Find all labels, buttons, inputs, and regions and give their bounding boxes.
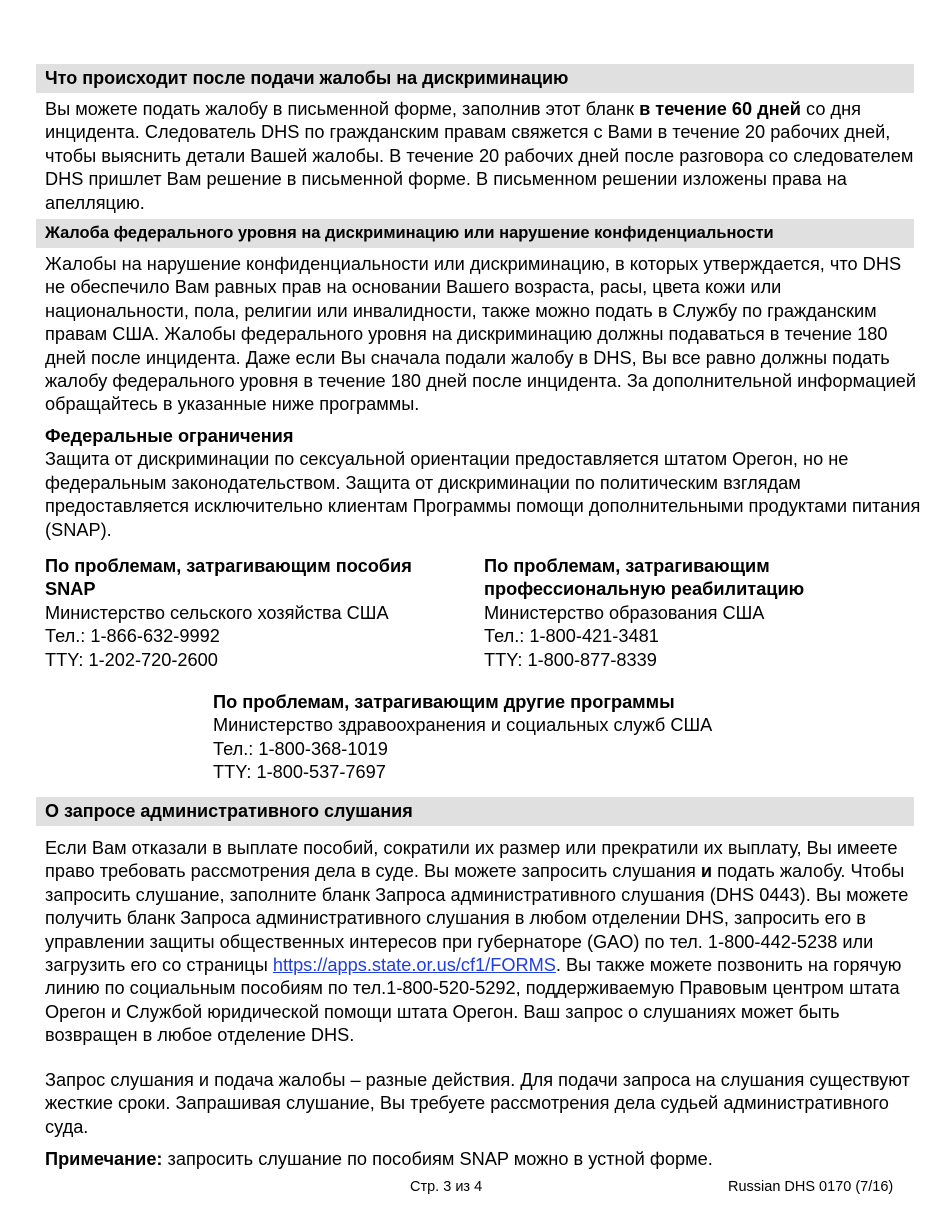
- contact-other-phone: Тел.: 1-800-368-1019: [213, 738, 388, 759]
- hearing-paragraph-1: Если Вам отказали в выплате пособий, сократили их размер или прекратили их выплату, Вы имеете право требовать рассмотрения дела в суде. Вы можете запросить слушания и подать жалобу. Чтобы запросить слушание, заполните бланк Запроса административного слушания (DHS 0443). Вы можете получить бланк Запроса административного слушания в любом отделении DHS, запросить его в управлении защиты общественных интересов при губернаторе (GAO) по тел. 1-800-442-5238 или загрузить его со страницы https://apps.state.or.us/cf1/FORMS. Вы также можете позвонить на горячую линию по социальным пособиям по тел.1-800-520-5292, поддерживаемую Правовым центром штата Орегон и Службой юридической помощи штата Орегон. Ваш запрос о слушаниях может быть возвращен в любое отделение DHS.: [45, 838, 909, 1046]
- contact-rehab-phone: Тел.: 1-800-421-3481: [484, 626, 659, 647]
- federal-limits-title: Федеральные ограничения: [45, 426, 294, 446]
- federal-limits-text: Защита от дискриминации по сексуальной ориентации предоставляется штатом Орегон, но не федеральным законодательством. Защита от дискриминации по политическим взглядам предоставляется исключительно клиентам Программы помощи дополнительными продуктами питания (SNAP).: [45, 449, 921, 540]
- contact-snap-phone: Тел.: 1-866-632-9992: [45, 626, 220, 647]
- note-label: Примечание:: [45, 1149, 163, 1169]
- page-number: Стр. 3 из 4: [410, 1179, 483, 1195]
- contact-other-tty: TTY: 1-800-537-7697: [213, 762, 386, 783]
- contact-other: [213, 691, 712, 785]
- after-complaint-text: Вы можете подать жалобу в письменной форме, заполнив этот бланк в течение 60 дней со дня инцидента. Следователь DHS по гражданским правам свяжется с Вами в течение 20 рабочих дней, чтобы выяснить детали Вашей жалобы. В течение 20 рабочих дней после разговора со следователем DHS пришлет Вам решение в письменной форме. В письменном решении изложены права на апелляцию.: [45, 99, 914, 213]
- form-id: Russian DHS 0170 (7/16): [728, 1179, 894, 1195]
- contact-rehab-tty: TTY: 1-800-877-8339: [484, 649, 657, 670]
- hearing-note: [45, 1148, 925, 1171]
- contact-rehab: [484, 555, 804, 672]
- section-header-after-complaint: Что происходит после подачи жалобы на дискриминацию: [36, 64, 914, 93]
- section-header-federal-complaint: Жалоба федерального уровня на дискриминацию или нарушение конфиденциальности: [36, 219, 914, 248]
- contact-other-title: По проблемам, затрагивающим другие программы: [213, 692, 675, 712]
- contact-other-org: Министерство здравоохранения и социальных служб США: [213, 715, 713, 736]
- contact-snap: [45, 555, 412, 672]
- forms-link[interactable]: https://apps.state.or.us/cf1/FORMS: [272, 955, 556, 976]
- hearing-paragraph-2: Запрос слушания и подача жалобы – разные действия. Для подачи запроса на слушания существуют жесткие сроки. Запрашивая слушание, Вы требуете рассмотрения дела судьей административного суда.: [45, 1070, 910, 1137]
- section-header-hearing: О запросе административного слушания: [36, 797, 914, 826]
- note-text: запросить слушание по пособиям SNAP можно в устной форме.: [162, 1149, 713, 1169]
- contact-snap-title-1: По проблемам, затрагивающим пособия: [45, 556, 412, 576]
- contact-rehab-title-2: профессиональную реабилитацию: [484, 579, 805, 600]
- federal-complaint-text: Жалобы на нарушение конфиденциальности или дискриминацию, в которых утверждается, что DHS не обеспечило Вам равных прав на основании Вашего возраста, расы, цвета кожи или национальности, пола, религии или инвалидности, также можно подать в Службу по гражданским правам США. Жалобы федерального уровня на дискриминацию должны подаваться в течение 180 дней после инцидента. Даже если Вы сначала подали жалобу в DHS, Вы все равно должны подать жалобу федерального уровня в течение 180 дней после инцидента. За дополнительной информацией обращайтесь в указанные ниже программы.: [45, 254, 917, 415]
- contact-rehab-title-1: По проблемам, затрагивающим: [484, 556, 770, 576]
- contact-snap-tty: TTY: 1-202-720-2600: [45, 649, 218, 670]
- contact-snap-title-2: SNAP: [45, 579, 96, 600]
- contact-snap-org: Министерство сельского хозяйства США: [45, 602, 389, 623]
- federal-limits-block: [45, 425, 925, 542]
- contact-rehab-org: Министерство образования США: [484, 602, 765, 623]
